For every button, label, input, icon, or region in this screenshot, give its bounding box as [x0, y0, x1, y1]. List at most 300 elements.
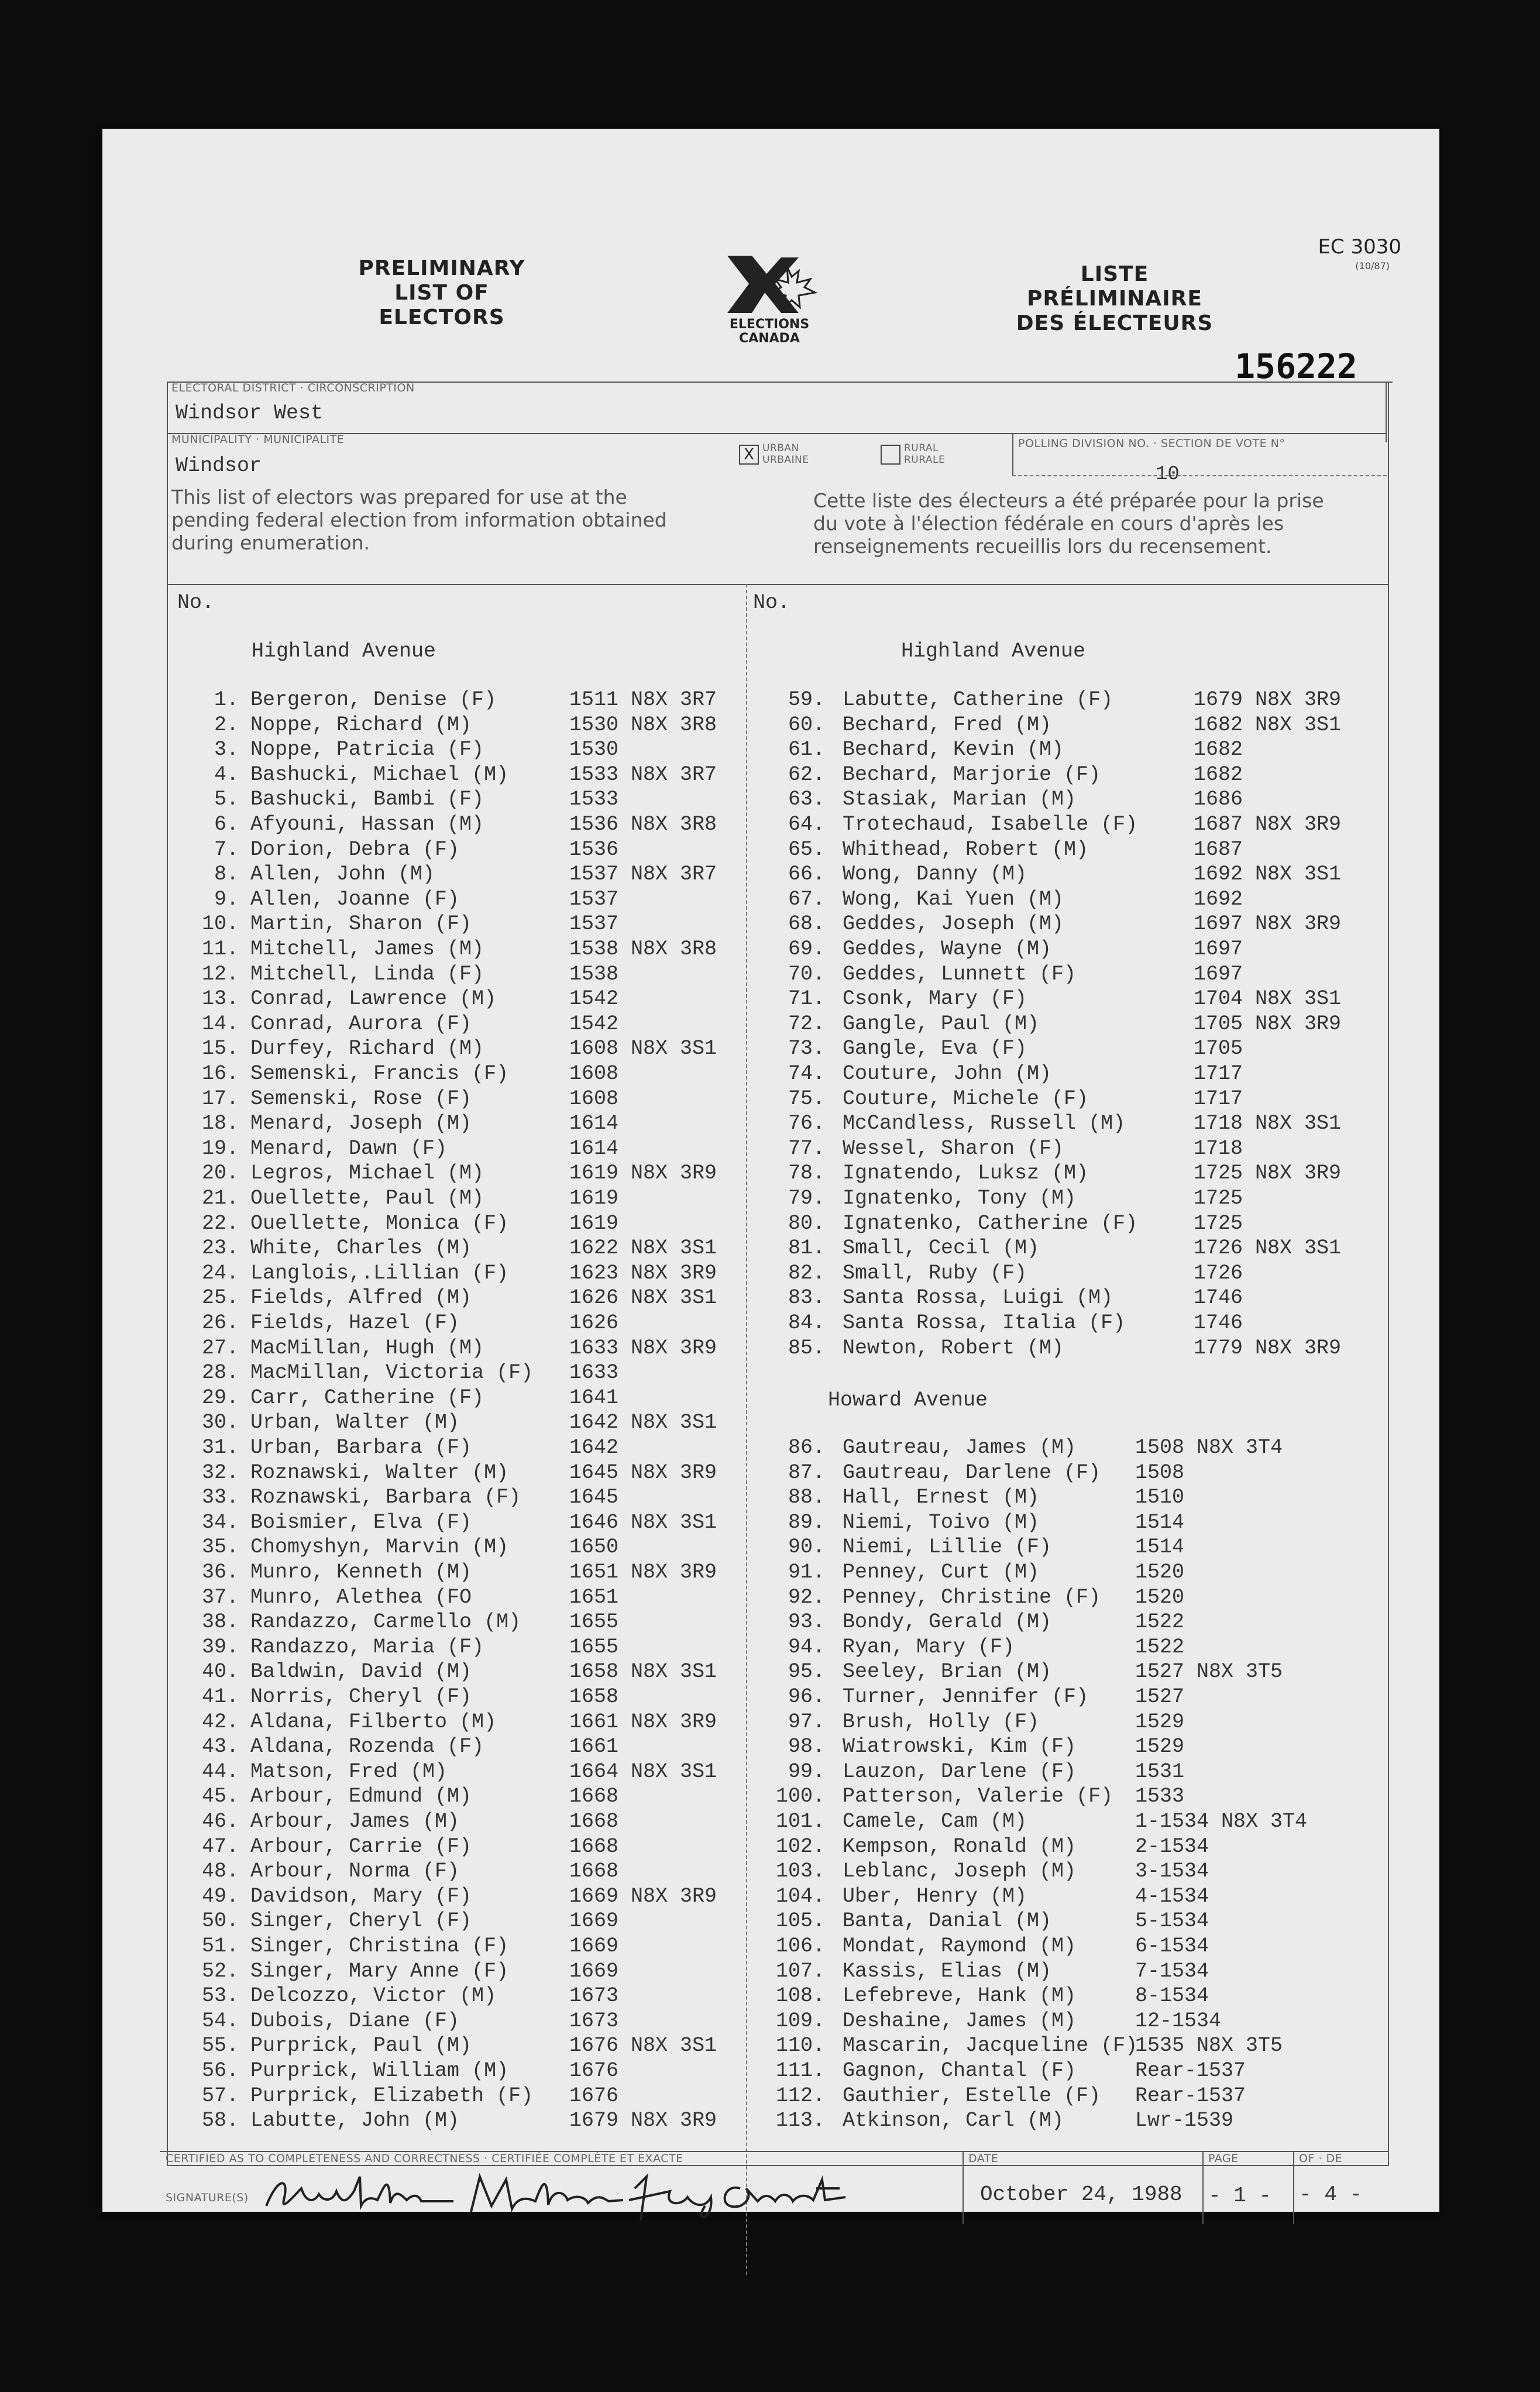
elector-row: [177, 1087, 739, 1112]
polling-value: 10: [1156, 463, 1180, 486]
elector-name: White, Charles (M): [250, 1236, 472, 1260]
elector-number: 58.: [201, 2109, 239, 2133]
elector-address: 1537: [569, 887, 619, 911]
elector-address: 1673: [569, 2009, 619, 2033]
elector-number: 53.: [201, 1984, 239, 2008]
elector-name: Gauthier, Estelle (F): [843, 2084, 1101, 2108]
elector-row: [177, 862, 739, 887]
urban-checkbox[interactable]: X: [739, 445, 759, 465]
elector-address: 1718 N8X 3S1: [1194, 1112, 1342, 1136]
elector-name: Banta, Danial (M): [843, 1909, 1052, 1933]
logo-text: [717, 318, 822, 346]
elector-name: Niemi, Toivo (M): [843, 1510, 1040, 1534]
elector-number: 85.: [788, 1336, 825, 1360]
elector-row: [749, 1136, 1384, 1161]
right-column-header: No.: [753, 591, 790, 614]
elector-address: 1623 N8X 3R9: [569, 1261, 717, 1285]
elector-row: [749, 1685, 1384, 1710]
notice-fr-line: renseignements recueillis lors du recensement.: [813, 535, 1272, 558]
elector-number: 90.: [788, 1535, 825, 1559]
elector-row: [177, 1036, 739, 1061]
elector-name: Kempson, Ronald (M): [843, 1834, 1077, 1858]
elector-number: 101.: [775, 1810, 825, 1833]
elector-address: 1527: [1135, 1685, 1185, 1709]
elector-address: 1679 N8X 3R9: [1194, 688, 1342, 712]
elector-row: [749, 837, 1384, 862]
elector-name: Newton, Robert (M): [843, 1336, 1064, 1360]
elector-address: 1726 N8X 3S1: [1194, 1236, 1342, 1260]
elector-number: 81.: [788, 1236, 825, 1260]
elector-address: 1514: [1135, 1535, 1185, 1559]
elector-row: [749, 1585, 1384, 1610]
elector-number: 38.: [201, 1610, 239, 1634]
elector-address: 1529: [1135, 1710, 1185, 1734]
elector-address: 1682 N8X 3S1: [1194, 713, 1342, 737]
elector-address: 1646 N8X 3S1: [569, 1510, 717, 1534]
elector-number: 104.: [775, 1884, 825, 1908]
elector-number: 29.: [201, 1386, 239, 1410]
elector-row: [749, 1286, 1384, 1311]
elector-row: [749, 912, 1384, 937]
elector-address: 1704 N8X 3S1: [1194, 987, 1342, 1011]
elector-row: [177, 2108, 739, 2133]
elector-row: [177, 962, 739, 987]
elector-row: [749, 1012, 1384, 1037]
title-english: [342, 256, 541, 330]
elector-name: Davidson, Mary (F): [250, 1884, 472, 1908]
elector-address: 1726: [1194, 1261, 1243, 1285]
elector-row: [177, 1286, 739, 1311]
left-column-header: No.: [177, 591, 215, 614]
elector-address: 1718: [1194, 1136, 1243, 1160]
elector-address: 1658 N8X 3S1: [569, 1660, 717, 1684]
form-date: (10/87): [1355, 260, 1390, 271]
date-value: October 24, 1988: [980, 2183, 1182, 2207]
serial-number: 156222: [1235, 346, 1357, 386]
elector-row: [749, 1211, 1384, 1236]
title-en-line: PRELIMINARY: [358, 256, 525, 280]
elector-number: 64.: [788, 813, 825, 836]
elector-number: 35.: [201, 1535, 239, 1559]
elector-address: 1633 N8X 3R9: [569, 1336, 717, 1360]
elector-number: 57.: [201, 2084, 239, 2108]
elector-number: 94.: [788, 1635, 825, 1659]
elector-name: Gagnon, Chantal (F): [843, 2059, 1077, 2082]
elector-address: 1542: [569, 987, 619, 1011]
elector-address: 1692 N8X 3S1: [1194, 862, 1342, 886]
elector-number: 9.: [214, 887, 239, 911]
elector-name: Urban, Walter (M): [250, 1411, 460, 1435]
elector-name: Ignatendo, Luksz (M): [843, 1161, 1089, 1185]
elector-address: 1642 N8X 3S1: [569, 1411, 717, 1435]
elector-name: Matson, Fred (M): [250, 1759, 448, 1783]
elector-address: 1676: [569, 2084, 619, 2108]
elector-name: Ignatenko, Catherine (F): [843, 1211, 1138, 1235]
elector-address: 1535 N8X 3T5: [1135, 2034, 1283, 2058]
elector-name: Semenski, Francis (F): [250, 1062, 509, 1085]
urban-label-line: URBAN: [762, 442, 799, 454]
elector-number: 103.: [775, 1860, 825, 1884]
elector-row: [749, 1659, 1384, 1685]
elector-row: [177, 1186, 739, 1211]
elector-number: 8.: [214, 862, 239, 886]
district-value: Windsor West: [176, 401, 324, 425]
elector-address: 1626: [569, 1311, 619, 1335]
elector-number: 1.: [214, 688, 239, 712]
elector-row: [177, 1261, 739, 1286]
elector-row: [749, 1161, 1384, 1186]
elector-name: Uber, Henry (M): [843, 1884, 1027, 1908]
elector-row: [177, 887, 739, 912]
elector-name: Wiatrowski, Kim (F): [843, 1735, 1077, 1759]
elector-row: [177, 812, 739, 837]
elector-row: [749, 1111, 1384, 1136]
elector-name: Mitchell, James (M): [250, 937, 484, 961]
elector-number: 86.: [788, 1436, 825, 1459]
elector-address: 1622 N8X 3S1: [569, 1236, 717, 1260]
elector-number: 89.: [788, 1510, 825, 1534]
handwritten-signatures: [260, 2165, 904, 2223]
elector-row: [749, 987, 1384, 1012]
elector-address: 1668: [569, 1860, 619, 1884]
elector-row: [177, 1834, 739, 1860]
elector-name: Singer, Mary Anne (F): [250, 1959, 509, 1983]
elector-row: [749, 1311, 1384, 1336]
elector-name: Roznawski, Barbara (F): [250, 1486, 521, 1510]
elector-name: Brush, Holly (F): [843, 1710, 1040, 1734]
elector-number: 73.: [788, 1037, 825, 1061]
elector-row: [749, 1759, 1384, 1785]
elector-number: 23.: [201, 1236, 239, 1260]
elector-number: 12.: [201, 962, 239, 986]
elector-name: Couture, John (M): [843, 1062, 1052, 1085]
elector-name: Niemi, Lillie (F): [843, 1535, 1052, 1559]
elector-number: 10.: [201, 912, 239, 936]
elector-number: 42.: [201, 1710, 239, 1734]
elector-address: 1645 N8X 3R9: [569, 1460, 717, 1484]
elector-name: Penney, Christine (F): [843, 1585, 1101, 1609]
elector-address: 1664 N8X 3S1: [569, 1759, 717, 1783]
elector-address: 1679 N8X 3R9: [569, 2109, 717, 2133]
elector-name: Santa Rossa, Italia (F): [843, 1311, 1126, 1335]
elector-name: Allen, John (M): [250, 862, 435, 886]
elector-row: [177, 1535, 739, 1560]
elector-name: Menard, Joseph (M): [250, 1112, 472, 1136]
elector-name: Patterson, Valerie (F): [843, 1785, 1113, 1809]
elector-row: [749, 862, 1384, 887]
elector-number: 108.: [775, 1984, 825, 2008]
divider: [962, 2151, 964, 2224]
elector-number: 46.: [201, 1810, 239, 1833]
elector-number: 110.: [775, 2034, 825, 2058]
elector-number: 98.: [788, 1735, 825, 1759]
elector-number: 31.: [201, 1436, 239, 1459]
elector-row: [749, 1635, 1384, 1660]
elector-address: 1626 N8X 3S1: [569, 1286, 717, 1310]
elector-number: 71.: [788, 987, 825, 1011]
elector-address: 1511 N8X 3R7: [569, 688, 717, 712]
elector-number: 111.: [775, 2059, 825, 2082]
elector-name: Munro, Alethea (FO: [250, 1585, 472, 1609]
signature-label: SIGNATURE(S): [166, 2191, 249, 2204]
elector-row: [749, 1435, 1384, 1460]
elector-row: [749, 962, 1384, 987]
elector-address: 1651 N8X 3R9: [569, 1561, 717, 1584]
elector-address: 1725 N8X 3R9: [1194, 1161, 1342, 1185]
form-number: EC 3030: [1318, 235, 1401, 259]
elector-name: Trotechaud, Isabelle (F): [843, 813, 1138, 836]
elector-name: Small, Ruby (F): [843, 1261, 1027, 1285]
elector-number: 17.: [201, 1087, 239, 1111]
elector-row: [749, 2033, 1384, 2058]
elector-address: 1520: [1135, 1585, 1185, 1609]
elector-name: Urban, Barbara (F): [250, 1436, 472, 1459]
elector-row: [749, 1984, 1384, 2009]
elector-name: Camele, Cam (M): [843, 1810, 1027, 1833]
elector-name: MacMillan, Victoria (F): [250, 1361, 534, 1385]
certified-label: CERTIFIED AS TO COMPLETENESS AND CORRECTNESS · CERTIFIÉE COMPLÈTE ET EXACTE: [166, 2152, 683, 2165]
elector-name: Legros, Michael (M): [250, 1161, 484, 1185]
elector-name: MacMillan, Hugh (M): [250, 1336, 484, 1360]
elector-name: Bechard, Kevin (M): [843, 738, 1064, 762]
elector-address: 1608: [569, 1062, 619, 1085]
elector-row: [177, 937, 739, 962]
notice-fr-line: Cette liste des électeurs a été préparée pour la prise: [813, 489, 1324, 512]
elector-row: [177, 1161, 739, 1186]
elector-row: [749, 787, 1384, 812]
elector-row: [177, 1435, 739, 1460]
elector-number: 91.: [788, 1561, 825, 1584]
elector-row: [749, 1859, 1384, 1884]
elector-address: 1697: [1194, 962, 1243, 986]
elector-address: 2-1534: [1135, 1834, 1209, 1858]
elector-address: 1530: [569, 738, 619, 762]
elector-address: 1705: [1194, 1037, 1243, 1061]
elector-row: [177, 1659, 739, 1685]
elector-row: [749, 2058, 1384, 2084]
elector-row: [749, 737, 1384, 762]
elector-address: 1522: [1135, 1635, 1185, 1659]
elector-number: 99.: [788, 1759, 825, 1783]
elector-number: 6.: [214, 813, 239, 836]
elector-row: [749, 812, 1384, 837]
elector-number: 97.: [788, 1710, 825, 1734]
elector-name: Purprick, William (M): [250, 2059, 509, 2082]
elector-name: Arbour, Carrie (F): [250, 1834, 472, 1858]
elector-name: Afyouni, Hassan (M): [250, 813, 484, 836]
title-french: [992, 262, 1238, 336]
elector-address: 1508 N8X 3T4: [1135, 1436, 1283, 1459]
elector-name: Wessel, Sharon (F): [843, 1136, 1064, 1160]
elector-name: Penney, Curt (M): [843, 1561, 1040, 1584]
elector-row: [177, 787, 739, 812]
elector-name: Noppe, Richard (M): [250, 713, 472, 737]
elector-number: 70.: [788, 962, 825, 986]
elector-name: Hall, Ernest (M): [843, 1486, 1040, 1510]
elector-name: Delcozzo, Victor (M): [250, 1984, 497, 2008]
elector-address: 1697 N8X 3R9: [1194, 912, 1342, 936]
elector-number: 16.: [201, 1062, 239, 1085]
elector-number: 25.: [201, 1286, 239, 1310]
elector-number: 40.: [201, 1660, 239, 1684]
elector-address: 1642: [569, 1436, 619, 1459]
elector-name: Singer, Christina (F): [250, 1934, 509, 1958]
elector-row: [177, 713, 739, 738]
elector-address: 1676 N8X 3S1: [569, 2034, 717, 2058]
elector-row: [749, 887, 1384, 912]
elector-name: McCandless, Russell (M): [843, 1112, 1126, 1136]
elector-name: Bergeron, Denise (F): [250, 688, 497, 712]
elector-row: [177, 1211, 739, 1236]
elector-address: 3-1534: [1135, 1860, 1209, 1884]
elector-number: 92.: [788, 1585, 825, 1609]
elector-address: 1697: [1194, 937, 1243, 961]
elector-address: 12-1534: [1135, 2009, 1222, 2033]
elector-row: [177, 737, 739, 762]
elector-row: [749, 1460, 1384, 1486]
elector-address: 1608: [569, 1087, 619, 1111]
elector-name: Fields, Hazel (F): [250, 1311, 460, 1335]
elector-row: [177, 1710, 739, 1735]
elector-row: [177, 2033, 739, 2058]
elector-name: Bashucki, Bambi (F): [250, 788, 484, 812]
elector-name: Gangle, Paul (M): [843, 1012, 1040, 1036]
title-fr-line: PRÉLIMINAIRE: [1027, 287, 1202, 311]
elector-address: 1508: [1135, 1460, 1185, 1484]
elector-row: [177, 1809, 739, 1834]
elector-name: Atkinson, Carl (M): [843, 2109, 1064, 2133]
elector-address: 1614: [569, 1112, 619, 1136]
elector-number: 66.: [788, 862, 825, 886]
elector-address: 1608 N8X 3S1: [569, 1037, 717, 1061]
elector-number: 18.: [201, 1112, 239, 1136]
elector-row: [177, 1934, 739, 1959]
elector-name: Semenski, Rose (F): [250, 1087, 472, 1111]
elector-row: [177, 1909, 739, 1934]
elector-address: 1533: [569, 788, 619, 812]
elector-name: Kassis, Elias (M): [843, 1959, 1052, 1983]
elector-name: Durfey, Richard (M): [250, 1037, 484, 1061]
elector-address: 1527 N8X 3T5: [1135, 1660, 1283, 1684]
district-label: ELECTORAL DISTRICT · CIRCONSCRIPTION: [171, 382, 415, 394]
column-divider: [746, 584, 747, 2275]
elector-address: 1668: [569, 1834, 619, 1858]
title-fr-line: LISTE: [1080, 262, 1149, 286]
elector-number: 14.: [201, 1012, 239, 1036]
elector-row: [749, 1186, 1384, 1211]
notice-fr-line: du vote à l'élection fédérale en cours d'après les: [813, 512, 1284, 535]
elector-name: Ouellette, Paul (M): [250, 1187, 484, 1210]
elector-number: 19.: [201, 1136, 239, 1160]
elector-number: 63.: [788, 788, 825, 812]
elector-row: [177, 1386, 739, 1411]
elector-row: [177, 912, 739, 937]
title-en-line: LIST OF: [394, 281, 489, 305]
elector-address: 1661: [569, 1735, 619, 1759]
elector-address: 1645: [569, 1486, 619, 1510]
elector-name: Gautreau, James (M): [843, 1436, 1077, 1459]
elector-number: 11.: [201, 937, 239, 961]
elector-row: [749, 1710, 1384, 1735]
elector-number: 74.: [788, 1062, 825, 1085]
elector-row: [749, 1610, 1384, 1635]
elector-number: 83.: [788, 1286, 825, 1310]
elector-number: 34.: [201, 1510, 239, 1534]
elector-row: [177, 1485, 739, 1510]
elector-number: 109.: [775, 2009, 825, 2033]
elector-number: 27.: [201, 1336, 239, 1360]
page-value: - 1 -: [1208, 2184, 1272, 2208]
urban-label-line: URBAINE: [762, 454, 809, 466]
elector-name: Arbour, James (M): [250, 1810, 460, 1833]
elector-number: 96.: [788, 1685, 825, 1709]
elector-number: 51.: [201, 1934, 239, 1958]
date-label: DATE: [968, 2152, 999, 2165]
divider: [167, 584, 1388, 585]
elector-address: 1676: [569, 2059, 619, 2082]
elector-name: Couture, Michele (F): [843, 1087, 1089, 1111]
elector-address: 1537 N8X 3R7: [569, 862, 717, 886]
elector-number: 54.: [201, 2009, 239, 2033]
elector-address: Rear-1537: [1135, 2059, 1246, 2082]
elector-name: Arbour, Norma (F): [250, 1860, 460, 1884]
elector-address: 1669: [569, 1909, 619, 1933]
elector-row: [177, 1560, 739, 1585]
elector-number: 48.: [201, 1860, 239, 1884]
elector-row: [177, 837, 739, 862]
elector-row: [749, 1809, 1384, 1834]
elector-name: Mitchell, Linda (F): [250, 962, 484, 986]
elector-name: Wong, Kai Yuen (M): [843, 887, 1064, 911]
elector-number: 20.: [201, 1161, 239, 1185]
elector-name: Small, Cecil (M): [843, 1236, 1040, 1260]
elector-number: 95.: [788, 1660, 825, 1684]
elector-row: [177, 762, 739, 788]
elector-row: [177, 1012, 739, 1037]
elector-name: Langlois,.Lillian (F): [250, 1261, 509, 1285]
elector-number: 112.: [775, 2084, 825, 2108]
rural-label-line: RURALE: [904, 454, 946, 466]
elector-number: 75.: [788, 1087, 825, 1111]
elector-address: 1619: [569, 1211, 619, 1235]
elector-number: 52.: [201, 1959, 239, 1983]
elector-row: [177, 1784, 739, 1809]
elector-address: 1655: [569, 1635, 619, 1659]
municipality-label: MUNICIPALITY · MUNICIPALITÉ: [171, 433, 345, 446]
elector-row: [749, 1061, 1384, 1087]
elector-address: 1673: [569, 1984, 619, 2008]
elector-name: Geddes, Wayne (M): [843, 937, 1052, 961]
elector-name: Fields, Alfred (M): [250, 1286, 472, 1310]
elector-name: Randazzo, Carmello (M): [250, 1610, 521, 1634]
elector-number: 49.: [201, 1884, 239, 1908]
elector-address: 1533 N8X 3R7: [569, 762, 717, 786]
elections-canada-logo-icon: [717, 249, 822, 322]
elector-address: 1619: [569, 1187, 619, 1210]
elector-name: Baldwin, David (M): [250, 1660, 472, 1684]
elector-name: Allen, Joanne (F): [250, 887, 460, 911]
elector-name: Noppe, Patricia (F): [250, 738, 484, 762]
elector-address: 8-1534: [1135, 1984, 1209, 2008]
elector-row: [749, 1535, 1384, 1560]
elector-number: 43.: [201, 1735, 239, 1759]
elector-address: Lwr-1539: [1135, 2109, 1234, 2133]
elector-name: Ouellette, Monica (F): [250, 1211, 509, 1235]
elector-row: [177, 1336, 739, 1361]
elector-row: [749, 1909, 1384, 1934]
elector-address: 1542: [569, 1012, 619, 1036]
elector-row: [177, 1585, 739, 1610]
